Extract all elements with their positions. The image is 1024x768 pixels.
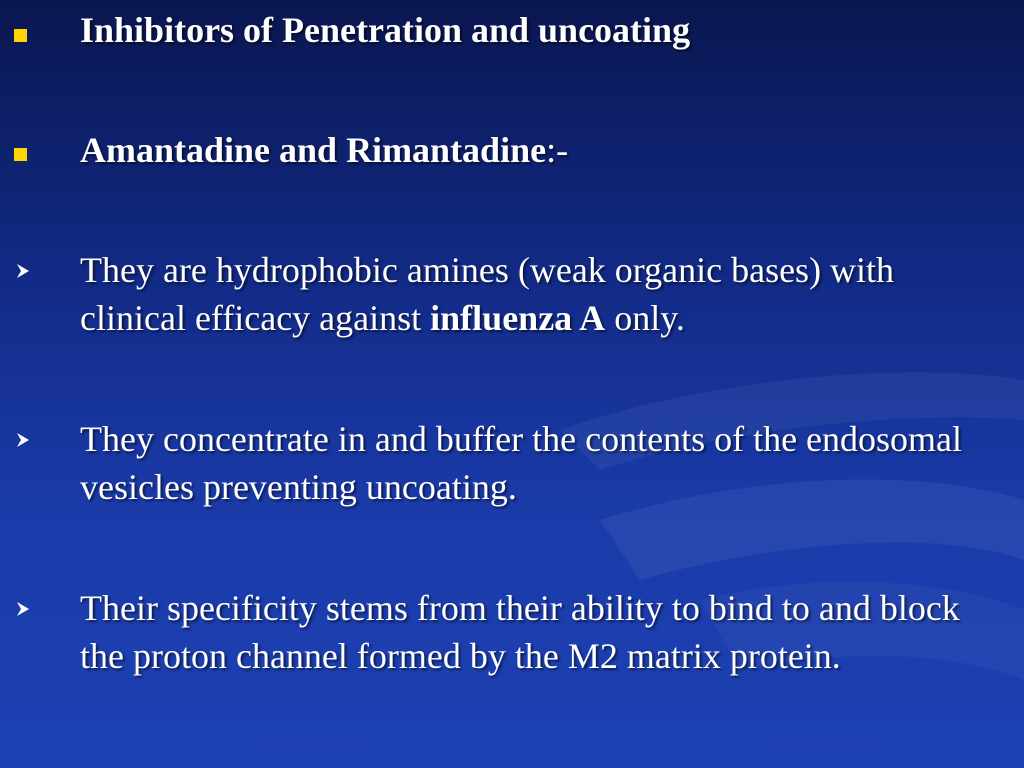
bullet-text-part: They concentrate in and buffer the contents of the endosomal vesicles preventing uncoating. <box>80 419 963 507</box>
bullet-text-part: They are hydrophobic amines (weak organic bases) with clinical efficacy against <box>80 250 895 338</box>
bullet-text-part: Inhibitors of Penetration and uncoating <box>80 10 691 50</box>
bullet-text-part: only. <box>605 298 685 338</box>
arrow-bullet-icon <box>14 599 34 619</box>
bullet-text <box>80 415 990 511</box>
bullet-text <box>80 584 990 680</box>
bullet-text-part: Amantadine and Rimantadine <box>80 130 547 170</box>
bullet-text <box>80 126 990 174</box>
arrow-bullet-icon <box>14 430 34 450</box>
bullet-text-part: Their specificity stems from their ability to bind to and block the proton channel formed by the M2 matrix protein. <box>80 588 960 676</box>
bullet-text <box>80 246 990 342</box>
arrow-bullet-icon <box>14 261 34 281</box>
bullet-text <box>80 6 990 54</box>
square-bullet-icon <box>14 148 27 161</box>
bullet-text-part: influenza A <box>430 298 606 338</box>
bullet-text-part: :- <box>546 130 569 170</box>
square-bullet-icon <box>14 29 27 42</box>
